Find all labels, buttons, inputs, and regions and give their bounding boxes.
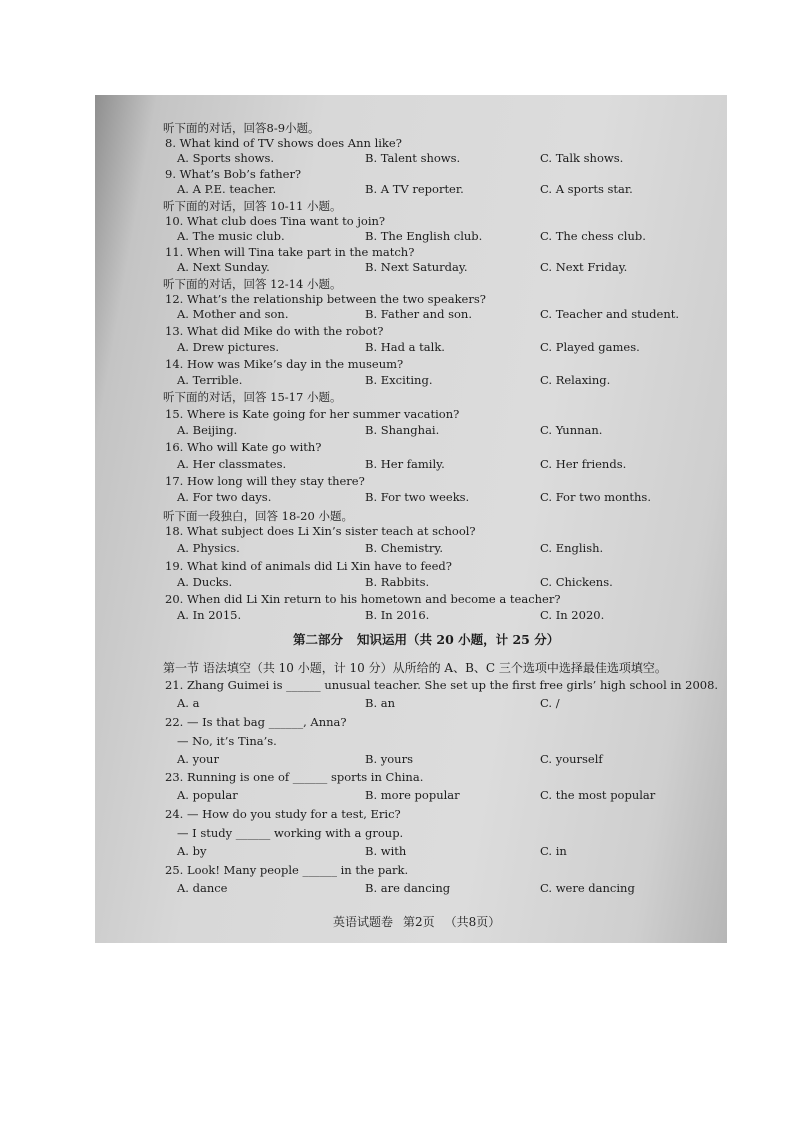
options-25: A. dance B. are dancing C. were dancing bbox=[177, 881, 635, 895]
question-19: 19. What kind of animals did Li Xin have to feed? bbox=[165, 559, 452, 573]
instruction-12-14: 听下面的对话，回答 12-14 小题。 bbox=[163, 277, 342, 291]
instruction-18-20: 听下面一段独白，回答 18-20 小题。 bbox=[163, 509, 353, 523]
section1-instruction: 第一节 语法填空（共 10 小题，计 10 分）从所给的 A、B、C 三个选项中选择最佳选项填空。 bbox=[163, 661, 667, 675]
options-19: A. Ducks. B. Rabbits. C. Chickens. bbox=[177, 575, 613, 589]
question-22-reply: — No, it’s Tina’s. bbox=[177, 734, 277, 748]
options-18: A. Physics. B. Chemistry. C. English. bbox=[177, 541, 604, 555]
options-13: A. Drew pictures. B. Had a talk. C. Played games. bbox=[177, 340, 640, 354]
question-22: 22. — Is that bag ______, Anna? bbox=[165, 715, 347, 729]
options-17: A. For two days. B. For two weeks. C. For two months. bbox=[177, 490, 651, 504]
question-18: 18. What subject does Li Xin’s sister teach at school? bbox=[165, 524, 476, 538]
exam-page bbox=[95, 95, 727, 943]
instruction-10-11: 听下面的对话，回答 10-11 小题。 bbox=[163, 199, 342, 213]
page-footer: 英语试题卷 第2页 （共8页） bbox=[333, 915, 501, 929]
instruction-8-9: 听下面的对话，回答8-9小题。 bbox=[163, 121, 320, 135]
options-24: A. by B. with C. in bbox=[177, 844, 567, 858]
question-25: 25. Look! Many people ______ in the park. bbox=[165, 863, 409, 877]
options-11: A. Next Sunday. B. Next Saturday. C. Next Friday. bbox=[177, 260, 628, 274]
question-14: 14. How was Mike’s day in the museum? bbox=[165, 357, 404, 371]
question-11: 11. When will Tina take part in the match? bbox=[165, 245, 415, 259]
options-16: A. Her classmates. B. Her family. C. Her friends. bbox=[177, 457, 627, 471]
question-24: 24. — How do you study for a test, Eric? bbox=[165, 807, 401, 821]
question-15: 15. Where is Kate going for her summer vacation? bbox=[165, 407, 460, 421]
part2-heading: 第二部分 知识运用（共 20 小题，计 25 分） bbox=[293, 632, 560, 647]
options-12: A. Mother and son. B. Father and son. C. Teacher and student. bbox=[177, 307, 680, 321]
options-20: A. In 2015. B. In 2016. C. In 2020. bbox=[177, 608, 605, 622]
question-8: 8. What kind of TV shows does Ann like? bbox=[165, 136, 402, 150]
question-12: 12. What’s the relationship between the two speakers? bbox=[165, 292, 486, 306]
question-10: 10. What club does Tina want to join? bbox=[165, 214, 386, 228]
question-20: 20. When did Li Xin return to his hometown and become a teacher? bbox=[165, 592, 561, 606]
instruction-15-17: 听下面的对话，回答 15-17 小题。 bbox=[163, 390, 342, 404]
question-23: 23. Running is one of ______ sports in China. bbox=[165, 770, 424, 784]
question-21: 21. Zhang Guimei is ______ unusual teacher. She set up the first free girls’ high school in 2008. bbox=[165, 678, 719, 692]
options-9: A. A P.E. teacher. B. A TV reporter. C. A sports star. bbox=[177, 182, 633, 196]
options-23: A. popular B. more popular C. the most popular bbox=[177, 788, 656, 802]
question-9: 9. What’s Bob’s father? bbox=[165, 167, 302, 181]
options-21: A. a B. an C. / bbox=[177, 696, 560, 710]
options-14: A. Terrible. B. Exciting. C. Relaxing. bbox=[177, 373, 611, 387]
question-16: 16. Who will Kate go with? bbox=[165, 440, 322, 454]
question-17: 17. How long will they stay there? bbox=[165, 474, 365, 488]
question-13: 13. What did Mike do with the robot? bbox=[165, 324, 384, 338]
options-8: A. Sports shows. B. Talent shows. C. Talk shows. bbox=[177, 151, 624, 165]
options-15: A. Beijing. B. Shanghai. C. Yunnan. bbox=[177, 423, 603, 437]
question-24-reply: — I study ______ working with a group. bbox=[177, 826, 404, 840]
options-22: A. your B. yours C. yourself bbox=[177, 752, 603, 766]
options-10: A. The music club. B. The English club. C. The chess club. bbox=[177, 229, 646, 243]
